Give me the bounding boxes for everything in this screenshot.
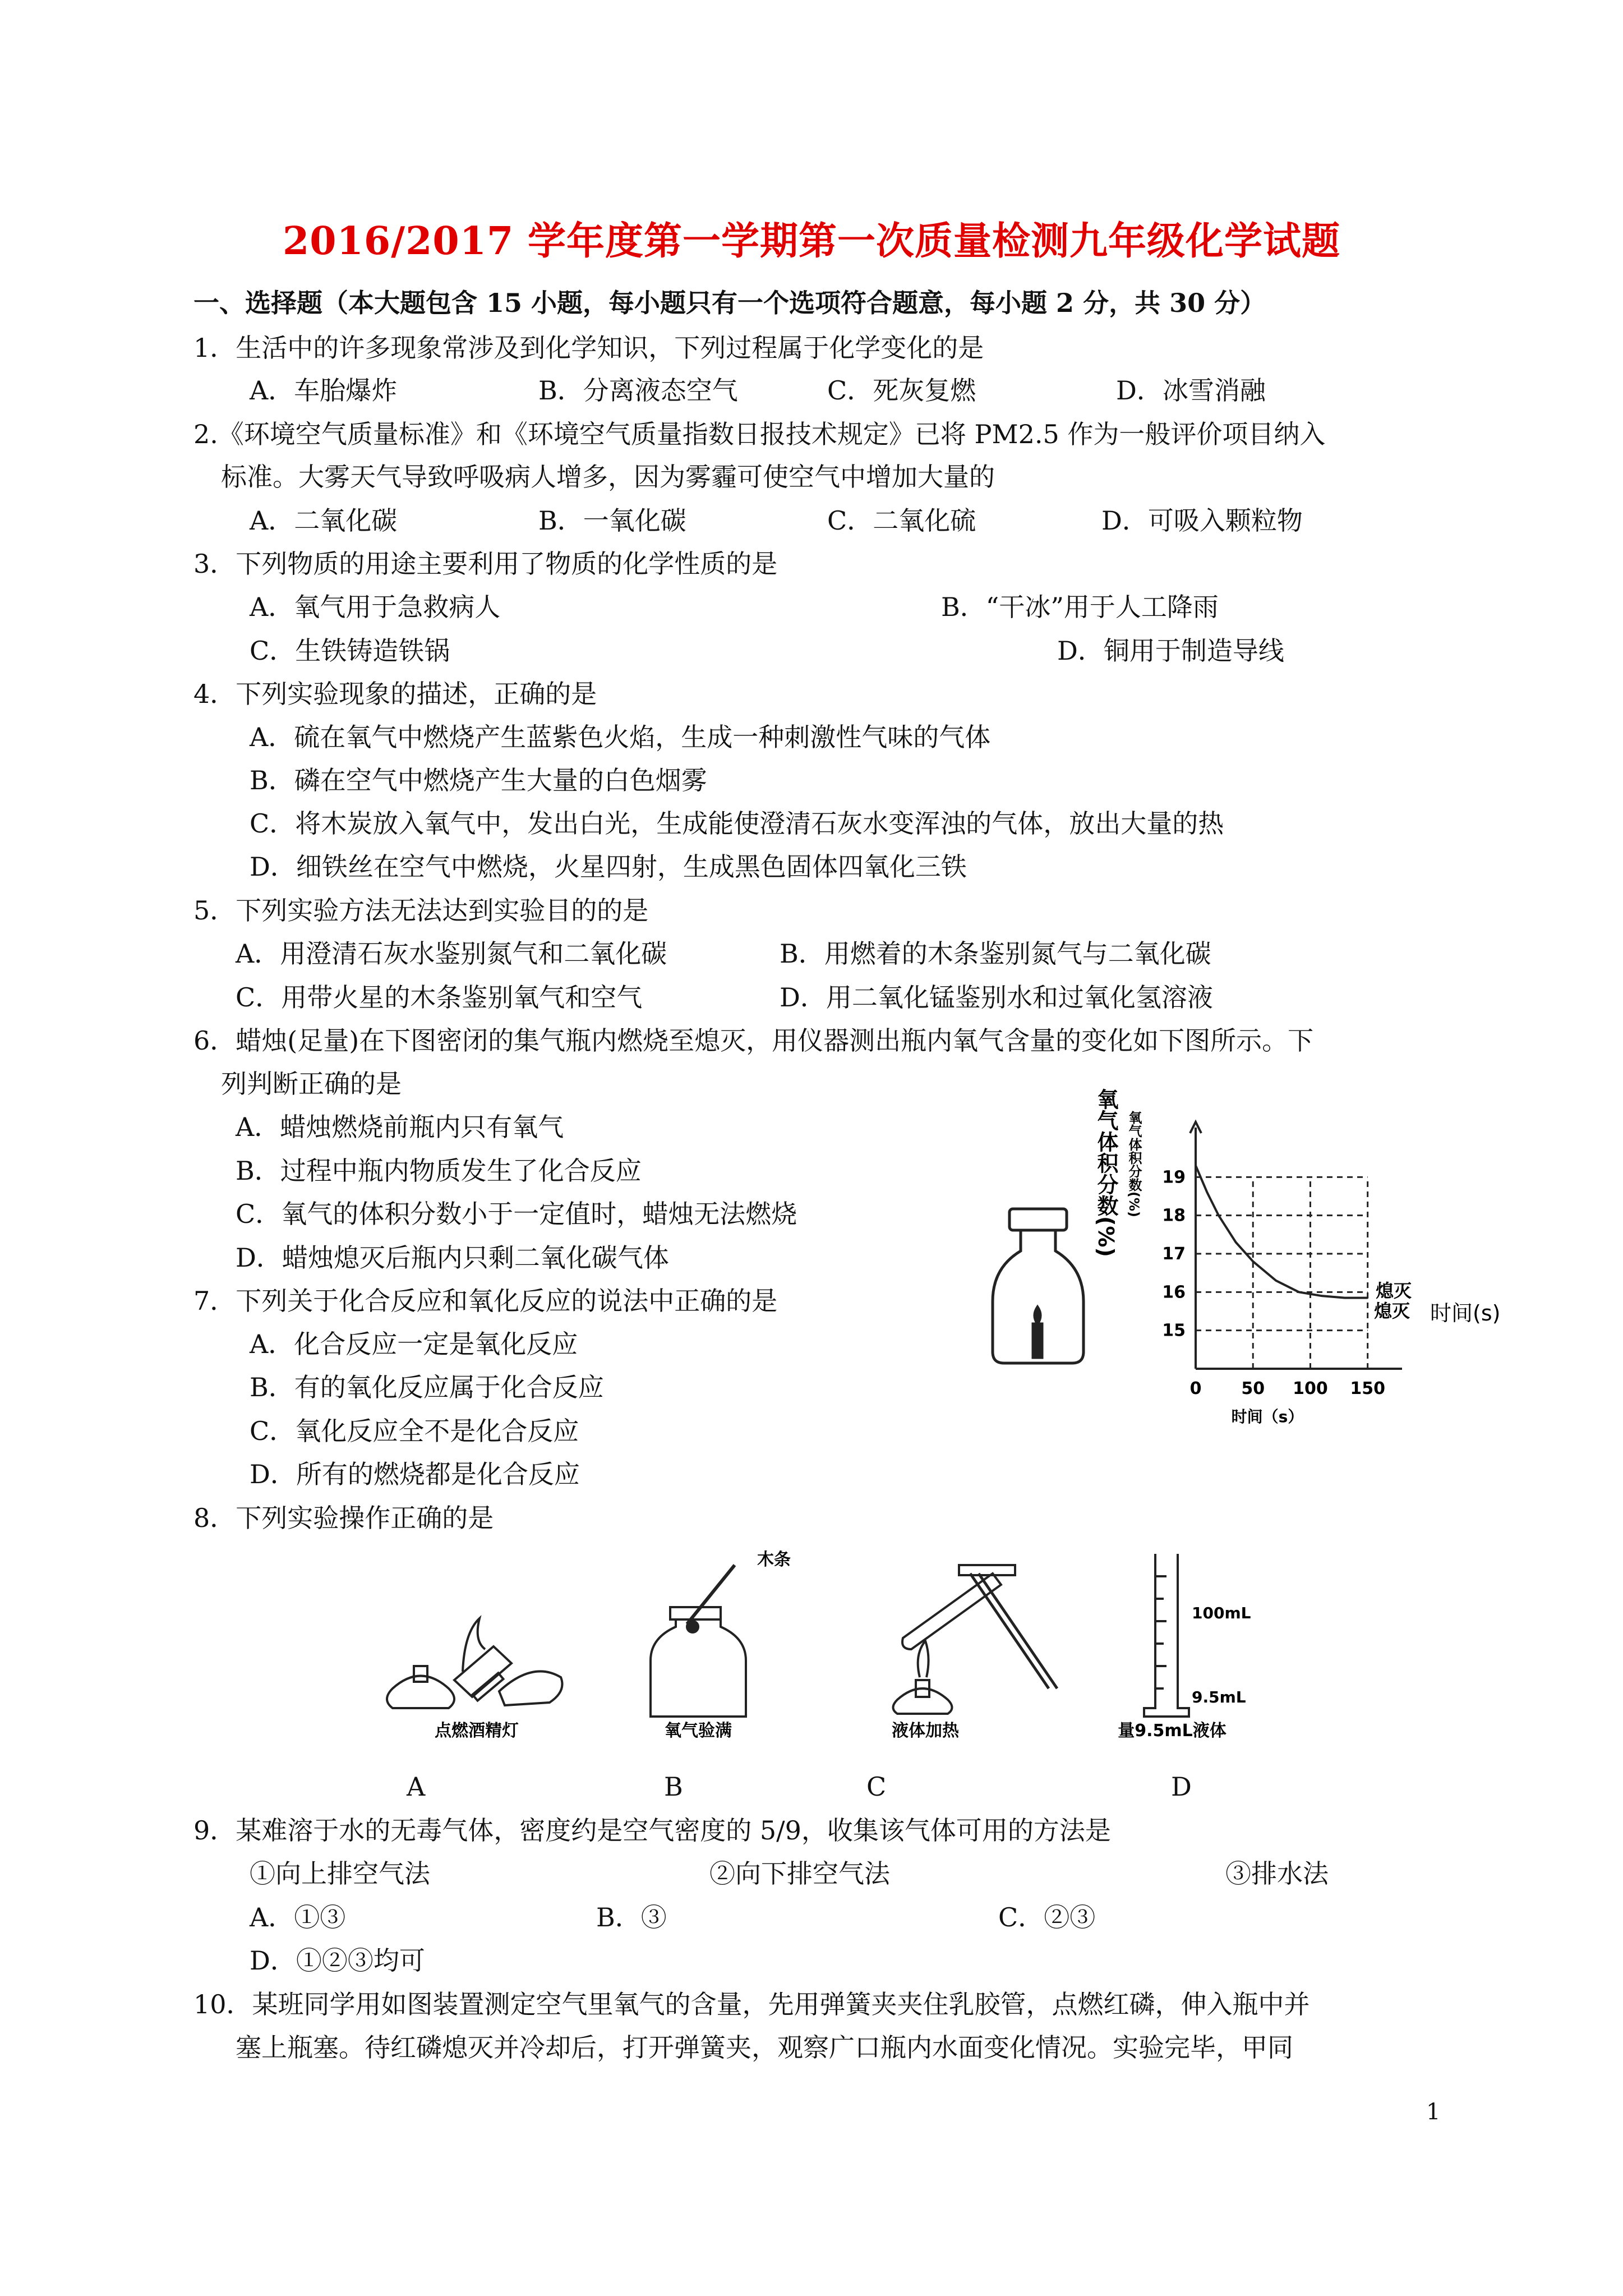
alcohol-lamp-icon [387,1618,562,1708]
chart-point-1 [1206,1191,1208,1193]
chart-point-0 [1195,1165,1197,1166]
q7-stem: 7．下列关于化合反应和氧化反应的说法中正确的是 [193,1286,778,1316]
q8-letter-c: C [866,1772,887,1802]
q5-stem: 5．下列实验方法无法达到实验目的的是 [193,895,649,926]
q7-option-a: A．化合反应一定是氧化反应 [250,1329,578,1359]
q8-stem: 8．下列实验操作正确的是 [193,1503,494,1533]
exam-title: 2016/2017 学年度第一学期第一次质量检测九年级化学试题 [282,219,1341,264]
q2-option-d: D．可吸入颗粒物 [1101,505,1303,536]
q6-figure [987,1088,1525,1425]
q2-stem-line1: 2.《环境空气质量标准》和《环境空气质量指数日报技术规定》已将 PM2.5 作为一般评价项目纳入 [193,419,1326,449]
chart-y-tick-2: 17 [1162,1244,1186,1264]
chart-x-tick-0: 0 [1189,1379,1202,1398]
chart-point-7 [1321,1295,1322,1297]
q8-caption-d: 量9.5mL液体 [1118,1721,1227,1741]
chart-y-tick-1: 18 [1162,1205,1186,1226]
q5-option-d: D．用二氧化锰鉴别水和过氧化氢溶液 [780,982,1213,1013]
q9-option-d: D．①②③均可 [250,1945,425,1976]
q7-option-b: B．有的氧化反应属于化合反应 [250,1372,604,1402]
candle-bottle-icon [993,1209,1083,1363]
q1-option-d: D．冰雪消融 [1116,375,1266,406]
chart-plot [1162,1122,1402,1398]
q4-option-d: D．细铁丝在空气中燃烧，火星四射，生成黑色固体四氧化三铁 [250,852,967,882]
q9-method-3: ③排水法 [1225,1858,1329,1889]
q3-option-b: B．“干冰”用于人工降雨 [941,592,1219,622]
q8-caption-c: 液体加热 [892,1721,959,1741]
chart-xlabel-inner: 时间（s） [1231,1407,1304,1425]
chart-point-4 [1252,1260,1254,1262]
q7-option-d: D．所有的燃烧都是化合反应 [250,1459,580,1489]
q4-stem: 4．下列实验现象的描述，正确的是 [193,679,597,709]
chart-point-8 [1344,1297,1345,1299]
q6-option-b: B．过程中瓶内物质发生了化合反应 [236,1156,642,1186]
chart-y-tick-0: 19 [1162,1167,1186,1188]
chart-y-tick-4: 15 [1162,1320,1186,1341]
page-number: 1 [1426,2099,1441,2125]
q6-stem-line2: 列判断正确的是 [221,1069,402,1099]
q8-cylinder-bottom-label: 9.5mL [1192,1688,1246,1706]
chart-annotation-end: 熄灭 [1374,1300,1410,1322]
candle [1033,1324,1042,1358]
candle-flame [1035,1307,1040,1324]
q3-option-a: A．氧气用于急救病人 [250,592,501,622]
q8-figures [365,1548,1318,1761]
q8-caption-a: 点燃酒精灯 [435,1721,519,1741]
measuring-cylinder-icon [1144,1554,1189,1717]
q8-stick-label: 木条 [757,1550,791,1570]
q1-option-a: A．车胎爆炸 [250,375,398,406]
q3-option-d: D．铜用于制造导线 [1057,636,1284,666]
q5-option-c: C．用带火星的木条鉴别氧气和空气 [236,982,643,1013]
q6-option-c: C．氧气的体积分数小于一定值时，蜡烛无法燃烧 [236,1199,797,1229]
test-tube-heating-icon [893,1565,1058,1714]
q6-option-d: D．蜡烛熄灭后瓶内只剩二氧化碳气体 [236,1243,669,1273]
chart-point-2 [1218,1214,1219,1216]
chart-point-5 [1275,1280,1277,1281]
q4-option-a: A．硫在氧气中燃烧产生蓝紫色火焰，生成一种刺激性气味的气体 [250,722,991,752]
q8-caption-b: 氧气验满 [665,1721,732,1741]
chart-xlabel-outer: 时间(s) [1430,1301,1501,1326]
chart-x-tick-2: 100 [1293,1379,1328,1398]
chart-annotation: 熄灭 [1376,1280,1412,1301]
q1-option-c: C．死灰复燃 [827,375,976,406]
q7-option-c: C．氧化反应全不是化合反应 [250,1416,579,1446]
q9-method-1: ①向上排空气法 [250,1858,430,1889]
q2-option-c: C．二氧化硫 [827,505,976,536]
chart-x-tick-1: 50 [1241,1379,1265,1398]
q6-stem-line1: 6．蜡烛(足量)在下图密闭的集气瓶内燃烧至熄灭，用仪器测出瓶内氧气含量的变化如下图所示。下 [193,1025,1314,1056]
gas-jar-icon [651,1565,746,1717]
q9-stem: 9．某难溶于水的无毒气体，密度约是空气密度的 5/9，收集该气体可用的方法是 [193,1815,1111,1846]
q1-stem: 1．生活中的许多现象常涉及到化学知识，下列过程属于化学变化的是 [193,333,984,363]
q6-option-a: A．蜡烛燃烧前瓶内只有氧气 [236,1112,564,1142]
q4-option-b: B．磷在空气中燃烧产生大量的白色烟雾 [250,765,707,795]
chart-point-9 [1367,1297,1368,1299]
q8-cylinder-top-label: 100mL [1192,1604,1251,1622]
q5-option-b: B．用燃着的木条鉴别氮气与二氧化碳 [780,938,1211,969]
chart-x-tick-3: 150 [1350,1379,1385,1398]
q8-letter-a: A [407,1772,426,1802]
chart-point-6 [1298,1291,1300,1293]
q4-option-c: C．将木炭放入氧气中，发出白光，生成能使澄清石灰水变浑浊的气体，放出大量的热 [250,808,1224,839]
q2-stem-line2: 标准。大雾天气导致呼吸病人增多，因为雾霾可使空气中增加大量的 [221,462,995,492]
q9-option-a: A．①③ [250,1902,346,1932]
q2-option-b: B．一氧化碳 [538,505,686,536]
q8-letter-b: B [664,1772,683,1802]
chart-point-3 [1235,1241,1237,1243]
q8-letter-d: D [1171,1772,1192,1802]
chart-y-tick-3: 16 [1162,1282,1186,1303]
q3-option-c: C．生铁铸造铁锅 [250,636,450,666]
section-heading: 一、选择题（本大题包含 15 小题，每小题只有一个选项符合题意，每小题 2 分，共 30 分） [193,288,1266,318]
chart-series-line [1196,1166,1368,1298]
q2-option-a: A．二氧化碳 [250,505,398,536]
q3-stem: 3．下列物质的用途主要利用了物质的化学性质的是 [193,549,778,579]
q10-line1: 10．某班同学用如图装置测定空气里氧气的含量，先用弹簧夹夹住乳胶管，点燃红磷，伸入瓶中并 [193,1989,1310,2019]
chart-ylabel-inner: 氧气体积分数(%) [1126,1111,1142,1217]
q9-option-c: C．②③ [998,1902,1096,1932]
bottle-stopper [1009,1209,1067,1230]
q1-option-b: B．分离液态空气 [538,375,738,406]
q10-line2: 塞上瓶塞。待红磷熄灭并冷却后，打开弹簧夹，观察广口瓶内水面变化情况。实验完毕，甲同 [236,2032,1293,2063]
q5-option-a: A．用澄清石灰水鉴别氮气和二氧化碳 [236,938,667,969]
q9-option-b: B．③ [596,1902,667,1932]
chart-ylabel-outer: 氧气体积分数(%) [1094,1088,1118,1257]
q9-method-2: ②向下排空气法 [709,1858,890,1889]
